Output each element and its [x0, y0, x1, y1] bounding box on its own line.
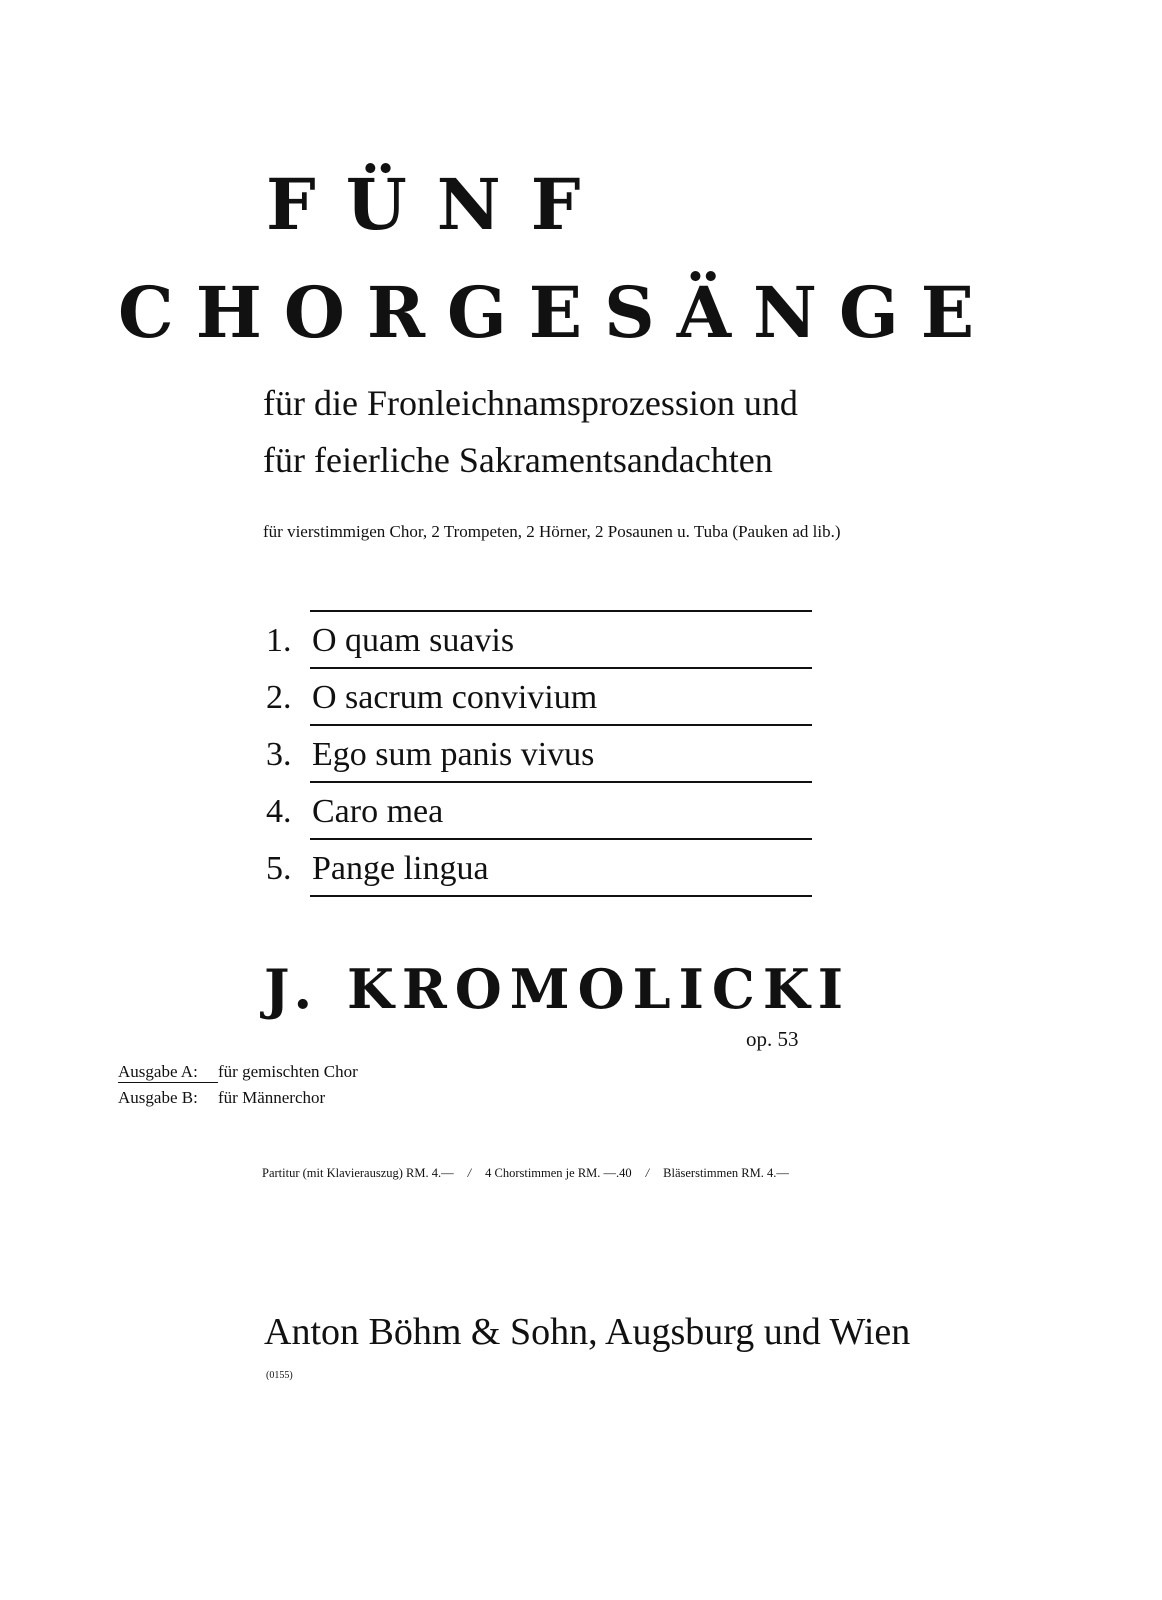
publisher-imprint: Anton Böhm & Sohn, Augsburg und Wien	[264, 1311, 911, 1353]
contents-item	[266, 612, 812, 669]
contents-item-number: 1.	[266, 622, 292, 659]
contents-item	[266, 840, 812, 897]
price-score: Partitur (mit Klavierauszug) RM. 4.—	[262, 1166, 454, 1180]
price-choir-parts: 4 Chorstimmen je RM. —.40	[485, 1166, 632, 1180]
edition-label: Ausgabe A:	[118, 1062, 218, 1083]
contents-item-title: O quam suavis	[312, 622, 515, 659]
contents-item-title: O sacrum convivium	[312, 679, 598, 716]
opus-number: op. 53	[746, 1027, 799, 1051]
price-separator: /	[467, 1166, 472, 1180]
title-line-1: FÜNF	[266, 163, 611, 246]
contents-item-number: 4.	[266, 793, 292, 830]
contents-item-title: Ego sum panis vivus	[312, 736, 595, 773]
contents-item-title: Pange lingua	[312, 850, 489, 887]
instrumentation-note: für vierstimmigen Chor, 2 Trompeten, 2 Hörner, 2 Posaunen u. Tuba (Pauken ad lib.)	[263, 522, 841, 541]
edition-a	[118, 1062, 358, 1083]
contents-item-number: 2.	[266, 679, 292, 716]
contents-item	[266, 726, 812, 783]
contents-item-number: 3.	[266, 736, 292, 773]
edition-b	[118, 1088, 325, 1108]
price-wind-parts: Bläserstimmen RM. 4.—	[663, 1166, 789, 1180]
contents-rule	[310, 895, 812, 897]
price-separator: /	[645, 1166, 650, 1180]
title-line-2: CHORGESÄNGE	[118, 271, 997, 354]
composer-name: J. KROMOLICKI	[264, 957, 852, 1021]
edition-text: für Männerchor	[218, 1088, 326, 1107]
price-line	[262, 1166, 789, 1181]
contents-item	[266, 669, 812, 726]
plate-number: (0155)	[266, 1370, 293, 1381]
contents-item	[266, 783, 812, 840]
edition-label: Ausgabe B:	[118, 1088, 198, 1107]
contents-item-title: Caro mea	[312, 793, 444, 830]
subtitle-line-1: für die Fronleichnamsprozession und	[263, 383, 798, 423]
edition-text: für gemischten Chor	[218, 1062, 358, 1081]
subtitle-line-2: für feierliche Sakramentsandachten	[263, 440, 773, 480]
contents-item-number: 5.	[266, 850, 292, 887]
